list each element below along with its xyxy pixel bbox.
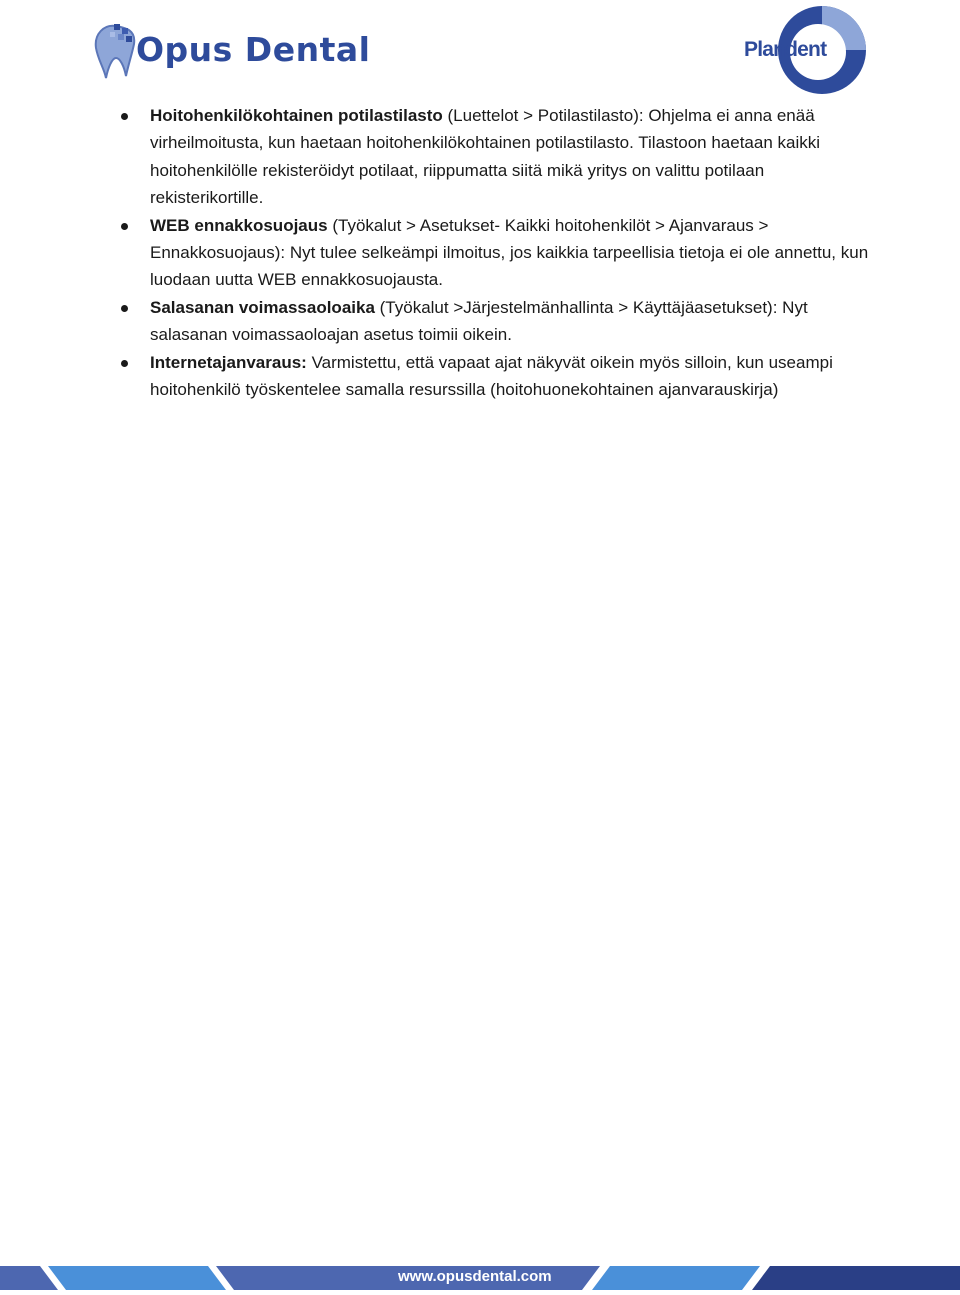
list-item (116, 294, 876, 349)
bullet-icon (121, 305, 128, 312)
item-text: (Luettelot > Potilastilasto): Ohjelma ei anna enää virheilmoitusta, kun haetaan hoitohenkilökohtainen potilastilasto. Tilastoon haetaan kaikki hoitohenkilölle rekisteröidyt potilaat, riippumatta siitä mikä yritys on valittu potilaan rekisterikortille. (150, 106, 821, 208)
opus-dental-logo (92, 20, 412, 82)
list-item (116, 349, 876, 404)
release-notes (116, 102, 876, 403)
bullet-icon (121, 113, 128, 120)
item-text: (Työkalut > Asetukset- Kaikki hoitohenkilöt > Ajanvaraus > Ennakkosuojaus): Nyt tulee selkeämpi ilmoitus, jos kaikkia tarpeellisia tietoja ei ole annettu, kun luodaan uutta WEB ennakkosuojausta. (150, 215, 869, 290)
opus-dental-wordmark: Opus Dental (136, 30, 371, 69)
bullet-icon (121, 360, 128, 367)
bullet-list (116, 102, 876, 403)
item-term: Hoitohenkilökohtainen potilastilasto (150, 106, 443, 125)
item-term: WEB ennakkosuojaus (150, 215, 328, 235)
page-header (0, 0, 960, 100)
plandent-logo (738, 2, 868, 100)
footer-website-link[interactable]: www.opusdental.com (398, 1268, 552, 1285)
item-term: Salasanan voimassaoloaika (150, 297, 375, 317)
page-footer (0, 1266, 960, 1290)
list-item (116, 102, 876, 212)
item-text: Varmistettu, että vapaat ajat näkyvät oikein myös silloin, kun useampi hoitohenkilö työskentelee samalla resurssilla (hoitohuonekohtainen ajanvarauskirja) (150, 352, 833, 400)
item-term: Internetajanvaraus: (150, 352, 307, 372)
plandent-wordmark: Plandent (744, 38, 827, 61)
item-text: (Työkalut >Järjestelmänhallinta > Käyttäjäasetukset): Nyt salasanan voimassaoloajan asetus toimii oikein. (150, 297, 808, 345)
tooth-icon (92, 20, 138, 80)
list-item (116, 212, 876, 294)
bullet-icon (121, 223, 128, 230)
